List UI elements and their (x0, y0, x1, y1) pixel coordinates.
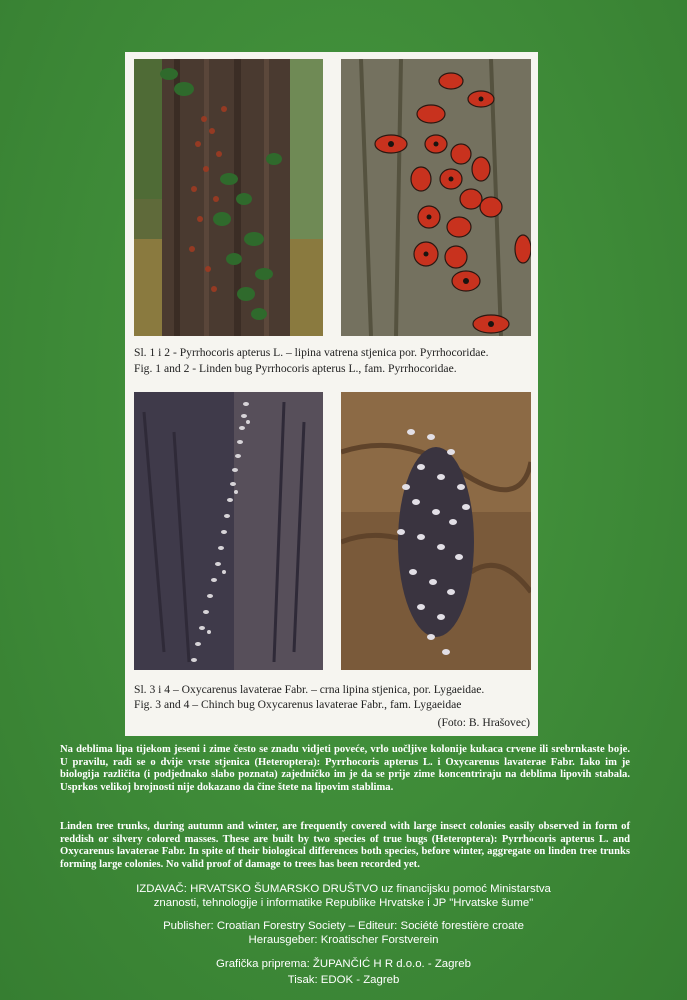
photo-credit: (Foto: B. Hrašovec) (437, 716, 530, 729)
publisher-line-de: Herausgeber: Kroatischer Forstverein (248, 934, 439, 946)
figure-panel (125, 52, 538, 736)
caption-fig1-hr: Sl. 1 i 2 - Pyrrhocoris apterus L. – lipina vatrena stjenica por. Pyrrhocoridae. (134, 346, 489, 359)
caption-fig3-hr: Sl. 3 i 4 – Oxycarenus lavaterae Fabr. – crna lipina stjenica, por. Lygaeidae. (134, 683, 485, 696)
silver-bug-mass-photo (341, 392, 531, 670)
caption-fig1-en: Fig. 1 and 2 - Linden bug Pyrrhocoris apterus L., fam. Pyrrhocoridae. (134, 362, 457, 375)
tree-trunk-ivy-photo (134, 59, 323, 336)
publisher-line-multilang: Publisher: Croatian Forestry Society – Editeur: Société forestière croate (163, 920, 524, 932)
red-bug-cluster-photo (341, 59, 531, 336)
caption-fig3-en: Fig. 3 and 4 – Chinch bug Oxycarenus lavaterae Fabr., fam. Lygaeidae (134, 698, 462, 711)
bark-silver-bugs-photo (134, 392, 323, 670)
croatian-description: Na deblima lipa tijekom jeseni i zime često se znadu vidjeti povećе, vrlo uočljive kolonije kukaca crvene ili srebrnkaste boje. U pravilu, radi se o dvije vrste stjenica (Heteroptera): Pyrrhocoris apterus L. i Oxycarenus lavaterae Fabr. Iako im je biologija različita (i podjednako slabo poznata) zajedničko im je da se prije zime koncentriraju na deblima lipovih stabala. Usprkos velikoj brojnosti nije dokazano da čine štete na lipovim stablima. (60, 744, 630, 793)
graphic-prep-line: Grafička priprema: ŽUPANČIĆ H R d.o.o. - Zagreb (216, 958, 471, 970)
publisher-line-hr-1: IZDAVAČ: HRVATSKO ŠUMARSKO DRUŠTVO uz financijsku pomoć Ministarstva (136, 883, 551, 895)
printer-line: Tisak: EDOK - Zagreb (287, 974, 400, 986)
publisher-line-hr-2: znanosti, tehnologije i informatike Republike Hrvatske i JP "Hrvatske šume" (153, 897, 534, 909)
english-description: Linden tree trunks, during autumn and winter, are frequently covered with large insect colonies easily observed in form of reddish or silvery colored masses. These are built by two species of true bugs (Heteroptera): Pyrrhocoris apterus L. and Oxycarenus lavaterae Fabr. In spite of their biological differences both species, before winter, aggregate on linden tree trunks forming large colonies. No valid proof of damage to trees has been recorded yet. (60, 821, 630, 870)
